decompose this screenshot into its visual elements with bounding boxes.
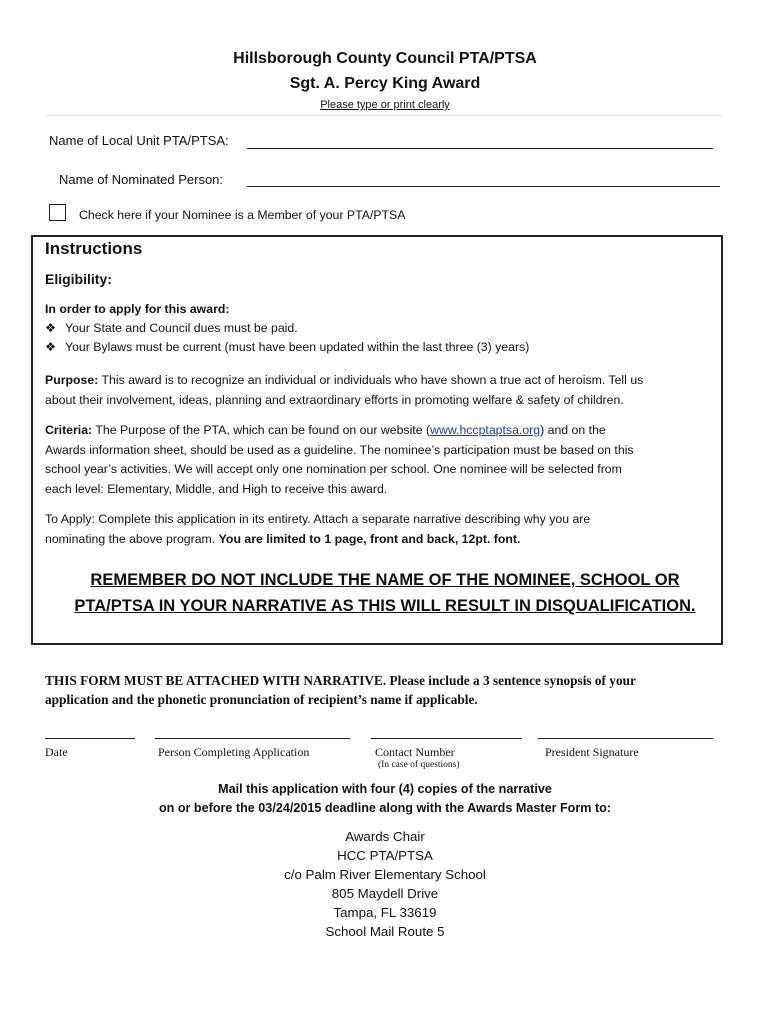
president-label: President Signature [545, 745, 639, 759]
instructions-heading: Instructions [45, 239, 143, 258]
purpose-paragraph: Purpose: This award is to recognize an individual or individuals who have shown a true act of heroism. Tell us about their involvement, ideas, planning and extraordinary efforts in promoting welfare & safety of children. [45, 373, 644, 407]
disqualification-warning: REMEMBER DO NOT INCLUDE THE NAME OF THE NOMINEE, SCHOOL OR PTA/PTSA IN YOUR NARRATIVE AS THIS WILL RESULT IN DISQUALIFICATION. [74, 571, 696, 615]
header-divider [45, 115, 723, 116]
eligibility-list [45, 319, 529, 357]
date-label: Date [45, 745, 68, 759]
address-line: c/o Palm River Elementary School [284, 867, 486, 882]
person-label: Person Completing Application [158, 745, 310, 759]
attach-notice: THIS FORM MUST BE ATTACHED WITH NARRATIVE. Please include a 3 sentence synopsis of your application and the phonetic pronunciation of recipient’s name if applicable. [45, 673, 636, 707]
contact-label: Contact Number [375, 745, 455, 759]
president-signature-line[interactable] [538, 738, 713, 739]
award-title: Sgt. A. Percy King Award [289, 75, 481, 92]
eligibility-heading: Eligibility: [45, 271, 112, 287]
list-item: ❖ Your Bylaws must be current (must have been updated within the last three (3) years) [45, 338, 529, 357]
website-link[interactable]: www.hccptaptsa.org [430, 423, 541, 437]
list-item: ❖ Your State and Council dues must be paid. [45, 319, 529, 338]
local-unit-input[interactable] [247, 148, 713, 149]
to-apply-paragraph: To Apply: Complete this application in its entirety. Attach a separate narrative describing why you are nominating the above program. You are limited to 1 page, front and back, 12pt. font. [45, 512, 591, 546]
nominated-person-input[interactable] [247, 186, 720, 187]
member-checkbox[interactable] [49, 204, 66, 221]
diamond-bullet-icon: ❖ [45, 340, 57, 354]
nominated-person-label: Name of Nominated Person: [59, 172, 224, 187]
local-unit-label: Name of Local Unit PTA/PTSA: [49, 133, 229, 148]
address-line: School Mail Route 5 [325, 924, 445, 939]
form-title: Hillsborough County Council PTA/PTSA [233, 50, 537, 67]
contact-line[interactable] [371, 738, 522, 739]
address-line: Awards Chair [345, 829, 425, 844]
apply-intro: In order to apply for this award: [45, 302, 230, 316]
criteria-paragraph: Criteria: The Purpose of the PTA, which can be found on our website (www.hccptaptsa.org) and on the Awards information sheet, should be used as a guideline. The nominee’s participation must be based on this school year’s activities. We will accept only one nomination per school. One nominee will be selected from each level: Elementary, Middle, and High to receive this award. [45, 423, 634, 496]
address-line: HCC PTA/PTSA [337, 848, 433, 863]
address-line: Tampa, FL 33619 [333, 905, 437, 920]
diamond-bullet-icon: ❖ [45, 321, 57, 335]
mailing-address [0, 827, 770, 941]
mail-instructions: Mail this application with four (4) copies of the narrative on or before the 03/24/2015 deadline along with the Awards Master Form to: [158, 782, 612, 815]
form-subtitle: Please type or print clearly [320, 99, 450, 111]
member-checkbox-label: Check here if your Nominee is a Member of your PTA/PTSA [79, 208, 406, 222]
address-line: 805 Maydell Drive [331, 886, 439, 901]
contact-note: (In case of questions) [378, 760, 460, 770]
person-line[interactable] [155, 738, 350, 739]
date-line[interactable] [45, 738, 135, 739]
